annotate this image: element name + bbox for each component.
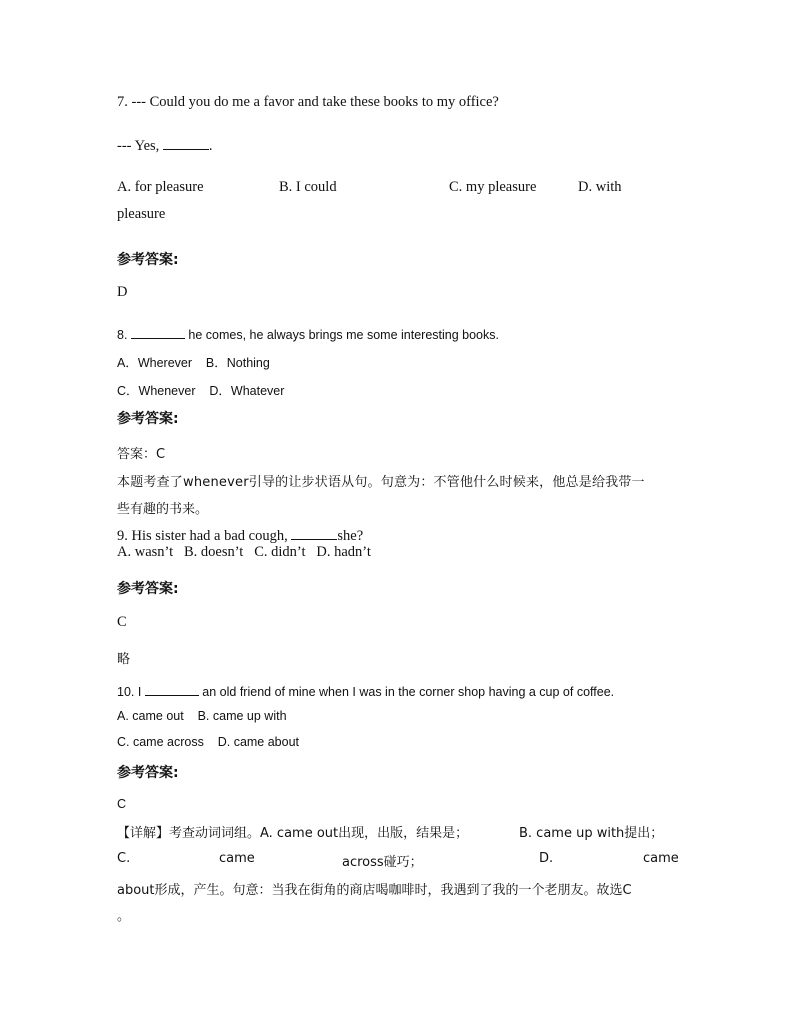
q10-stem bbox=[117, 683, 614, 699]
q7-stem: 7. --- Could you do me a favor and take these books to my office? bbox=[117, 94, 499, 110]
q9-answer-heading: 参考答案: bbox=[117, 581, 179, 597]
q8-stem bbox=[117, 326, 499, 342]
q7-reply bbox=[117, 137, 213, 155]
q10-answer-heading: 参考答案: bbox=[117, 765, 179, 781]
q10-blank bbox=[145, 683, 199, 696]
q7-blank bbox=[163, 137, 209, 150]
q10-answer: C bbox=[117, 797, 127, 811]
q9-options: A. wasn’t B. doesn’t C. didn’t D. hadn’t bbox=[117, 544, 371, 560]
q10-explanation-line2-came2: came bbox=[643, 851, 679, 866]
q10-options-line1: A. came out B. came up with bbox=[117, 709, 287, 723]
q7-option-d: D. with bbox=[578, 179, 622, 195]
q9-stem-prefix: 9. His sister had a bad cough, bbox=[117, 528, 288, 544]
q8-blank bbox=[131, 326, 185, 339]
q10-explanation-line2-c: C. bbox=[117, 851, 131, 866]
q10-stem-rest: an old friend of mine when I was in the corner shop having a cup of coffee. bbox=[202, 685, 615, 699]
q7-answer: D bbox=[117, 284, 128, 300]
q7-answer-heading: 参考答案: bbox=[117, 252, 179, 268]
q9-note: 略 bbox=[117, 652, 131, 667]
q10-explanation-line3: about形成，产生。句意：当我在街角的商店喝咖啡时，我遇到了我的一个老朋友。故选C bbox=[117, 883, 632, 898]
q8-answer-heading: 参考答案: bbox=[117, 411, 179, 427]
q7-option-b: B. I could bbox=[279, 179, 337, 195]
q8-options-line1: A．Wherever B．Nothing bbox=[117, 356, 270, 370]
q7-reply-prefix: --- Yes, bbox=[117, 138, 160, 154]
q7-option-a: A. for pleasure bbox=[117, 179, 204, 195]
q10-explanation-line2-d: D. bbox=[539, 851, 554, 866]
q8-options-line2: C．Whenever D．Whatever bbox=[117, 384, 285, 398]
q7-option-c: C. my pleasure bbox=[449, 179, 537, 195]
q9-answer: C bbox=[117, 614, 127, 630]
q10-explanation-line2-came: came bbox=[219, 851, 255, 866]
q8-explanation-line1: 本题考查了whenever引导的让步状语从句。句意为：不管他什么时候来，他总是给我带一 bbox=[117, 475, 645, 490]
q10-explanation-line4: 。 bbox=[117, 909, 131, 924]
q10-options-line2: C. came across D. came about bbox=[117, 735, 300, 749]
q8-explanation-line2: 些有趣的书来。 bbox=[117, 502, 209, 517]
q8-answer: 答案：C bbox=[117, 447, 166, 462]
q9-stem-suffix: she? bbox=[337, 528, 364, 544]
q9-stem bbox=[117, 527, 363, 545]
q10-explanation-line1b: B. came up with提出； bbox=[519, 826, 664, 841]
q10-stem-prefix: 10. I bbox=[117, 685, 142, 699]
q9-blank bbox=[291, 527, 337, 540]
q10-explanation-line2-across: across碰巧； bbox=[342, 855, 423, 870]
q7-reply-suffix: . bbox=[208, 138, 213, 154]
q7-option-d-wrap: pleasure bbox=[117, 206, 166, 222]
q10-explanation-line1a: 【详解】考查动词词组。A. came out出现，出版，结果是； bbox=[117, 826, 469, 841]
q8-stem-rest: he comes, he always brings me some interesting books. bbox=[188, 328, 499, 342]
q8-number: 8. bbox=[117, 328, 128, 342]
